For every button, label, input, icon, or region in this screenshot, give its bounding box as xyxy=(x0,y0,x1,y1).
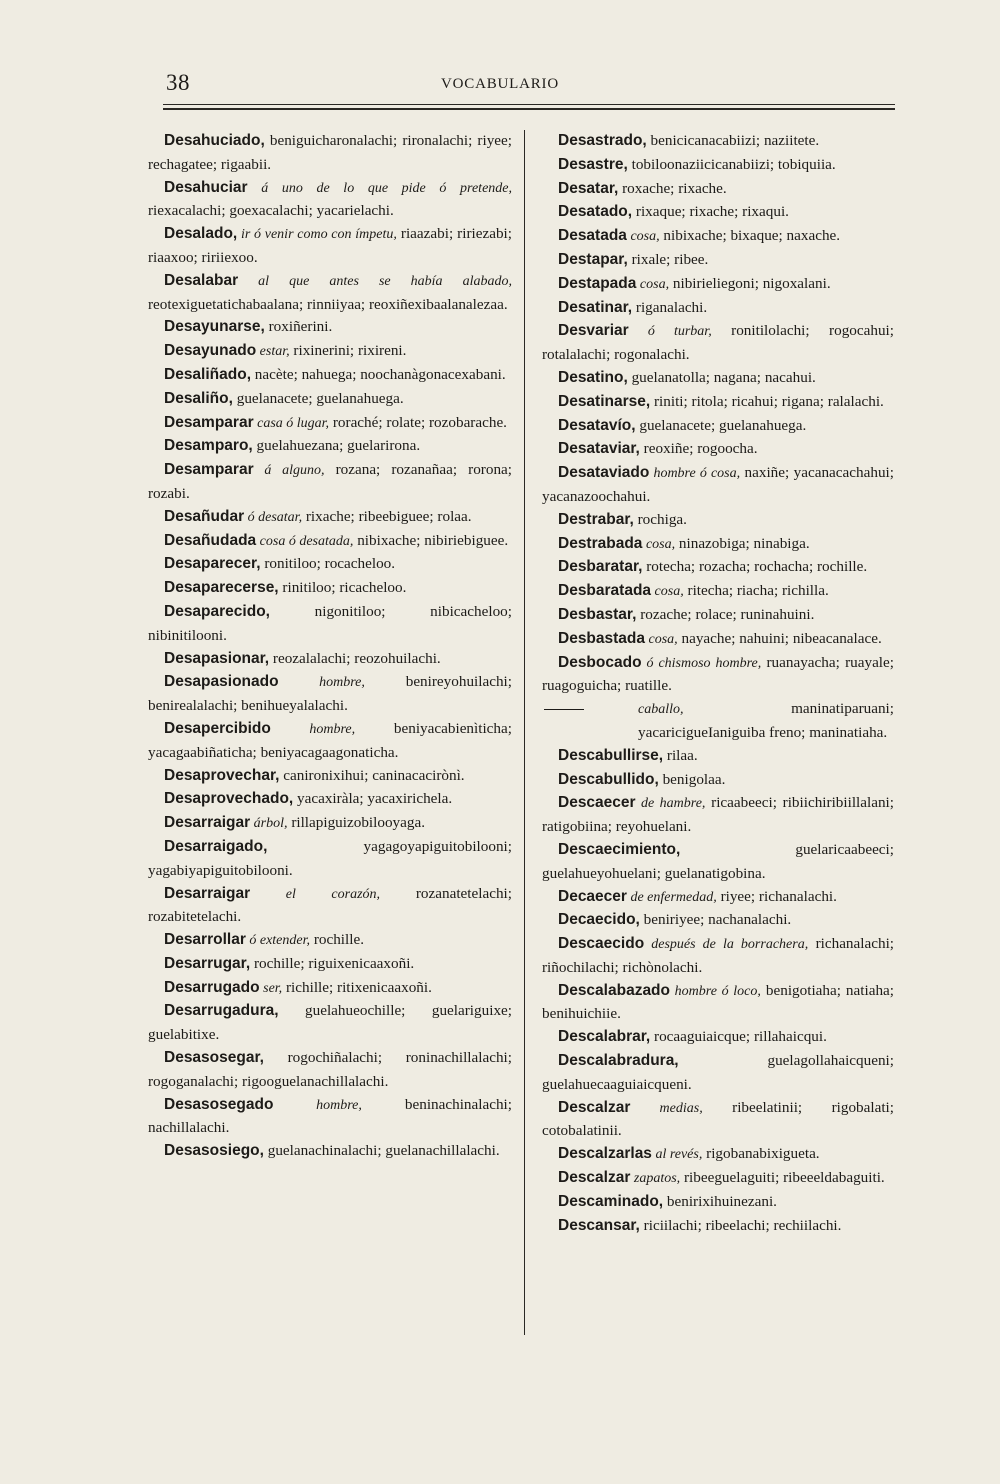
entry-definition: nigonitiloo; nibicacheloo; nibinitilooni. xyxy=(148,602,512,644)
dictionary-entry xyxy=(148,648,512,672)
entry-definition: ronitiloo; rocacheloo. xyxy=(260,555,396,573)
entry-qualifier: zapatos, xyxy=(630,1171,681,1187)
entry-definition: guelaricaabeeci; guelahueyohuelani; guelanatigobina. xyxy=(542,840,894,882)
entry-definition: rinitiloo; ricacheloo. xyxy=(278,579,407,597)
entry-definition: guelahuezana; guelarirona. xyxy=(252,437,421,455)
entry-headword: Descaecido xyxy=(558,935,645,953)
entry-headword: Desaprovechado, xyxy=(164,790,294,808)
entry-definition: riaazabi; ririezabi; riaaxoo; ririiexoo. xyxy=(148,225,512,266)
dictionary-entry xyxy=(542,839,894,886)
entry-definition: naxiñe; yacanacachahui; yacanazoochahui. xyxy=(542,464,894,505)
page-number: 38 xyxy=(166,70,190,95)
header-rule-thin xyxy=(163,104,895,105)
header-rule-thick xyxy=(163,108,895,110)
entry-headword: Desapercibido xyxy=(164,719,271,737)
entry-definition: rogochiñalachi; roninachillalachi; rogoganalachi; rigooguelanachillalachi. xyxy=(148,1049,512,1090)
dictionary-entry xyxy=(148,765,512,789)
dictionary-entry xyxy=(542,909,894,933)
entry-definition: ribeelatinii; rigobalati; cotobalatinii. xyxy=(542,1098,894,1140)
entry-headword: Desataviado xyxy=(558,464,650,482)
dictionary-entry xyxy=(542,178,894,202)
dictionary-entry xyxy=(542,297,894,321)
entry-headword: Desañudar xyxy=(164,507,245,525)
entry-headword: Desbastar, xyxy=(558,605,637,623)
dictionary-entry xyxy=(542,225,894,249)
entry-headword: Desastrado, xyxy=(558,132,647,149)
dictionary-entry xyxy=(542,604,894,628)
entry-headword: Desataviar, xyxy=(558,440,640,458)
dictionary-entry xyxy=(542,509,894,533)
dictionary-entry xyxy=(542,745,894,769)
entry-definition: nacète; nahuega; noochanàgonacexabani. xyxy=(251,365,506,383)
entry-qualifier: cosa, xyxy=(626,229,660,245)
dictionary-entry xyxy=(148,506,512,530)
entry-definition: rozache; rolace; runinahuini. xyxy=(636,605,815,623)
entry-definition: roxache; rixache. xyxy=(618,179,727,197)
entry-definition: nibixache; nibiriebiguee. xyxy=(353,531,509,549)
dictionary-entry xyxy=(542,367,894,391)
entry-headword: Descalzar xyxy=(558,1098,631,1116)
dictionary-entry xyxy=(148,130,512,177)
entry-qualifier: ó desatar, xyxy=(244,509,303,525)
entry-headword: Desatinarse, xyxy=(558,392,651,410)
dictionary-entry xyxy=(148,601,512,648)
entry-definition: rochille. xyxy=(310,931,364,949)
entry-definition: rozanatetelachi; rozabitetelachi. xyxy=(148,884,512,926)
column-divider xyxy=(524,130,525,1335)
dictionary-entry xyxy=(148,836,512,883)
entry-definition: rixache; ribeebiguee; rolaa. xyxy=(302,507,472,525)
entry-definition: tobiloonaziicicanabiizi; tobiquiia. xyxy=(627,155,836,173)
entry-headword: Desatavío, xyxy=(558,416,636,434)
entry-headword: Desarrugado xyxy=(164,978,260,996)
entry-definition: benirixihuinezani. xyxy=(663,1192,777,1210)
entry-definition: guelagollahaicqueni; guelahuecaaguiaicqueni. xyxy=(542,1052,894,1093)
dictionary-entry xyxy=(148,953,512,977)
dictionary-entry xyxy=(542,438,894,462)
dictionary-entry xyxy=(542,556,894,580)
dictionary-entry xyxy=(542,201,894,225)
entry-qualifier: de hambre, xyxy=(635,796,706,812)
entry-headword: Destapar, xyxy=(558,250,628,268)
entry-definition: reotexiguetatichabaalana; rinniiyaa; reoxiñexibaalanalezaa. xyxy=(148,295,508,313)
entry-headword: Desayunarse, xyxy=(164,318,265,336)
entry-headword: Desaparecerse, xyxy=(164,579,279,597)
entry-qualifier: á alguno, xyxy=(253,463,325,479)
entry-qualifier: ser, xyxy=(259,980,283,996)
entry-definition: guelahueochille; guelariguixe; guelabitixe. xyxy=(148,1002,512,1044)
entry-headword: Desarraigar xyxy=(164,814,251,832)
entry-headword: Desapasionar, xyxy=(164,649,270,667)
entry-headword: Descabullirse, xyxy=(558,746,664,764)
entry-definition: beninachinalachi; nachillalachi. xyxy=(148,1095,512,1137)
dictionary-entry xyxy=(542,1026,894,1050)
entry-definition: guelanacete; guelanahuega. xyxy=(635,416,807,434)
entry-qualifier: ó extender, xyxy=(245,933,311,949)
dictionary-entry xyxy=(542,415,894,439)
entry-headword: Descalzarlas xyxy=(558,1145,652,1163)
entry-definition: reozalalachi; reozohuilachi. xyxy=(269,649,441,667)
entry-qualifier: casa ó lugar, xyxy=(253,415,330,431)
dictionary-entry xyxy=(542,154,894,178)
entry-qualifier: estar, xyxy=(256,344,290,360)
entry-definition: ribeeguelaguiti; ribeeeldabaguiti. xyxy=(680,1169,885,1187)
entry-headword: Desalado, xyxy=(164,225,238,243)
entry-qualifier: al que antes se había alabado, xyxy=(238,273,512,289)
entry-definition: beniguicharonalachi; rironalachi; riyee; rechagatee; rigaabii. xyxy=(148,132,512,173)
dictionary-entry xyxy=(542,933,894,980)
entry-qualifier: ir ó venir como con ímpetu, xyxy=(237,227,397,243)
entry-headword: Desatada xyxy=(558,227,627,245)
entry-qualifier: ó chismoso hombre, xyxy=(641,655,762,671)
dictionary-entry xyxy=(148,671,512,718)
entry-headword: Destrabada xyxy=(558,534,643,552)
dictionary-entry xyxy=(148,435,512,459)
dictionary-entry xyxy=(148,270,512,317)
entry-definition: yacaxiràla; yacaxirichela. xyxy=(293,790,453,808)
entry-definition: riganalachi. xyxy=(632,298,708,316)
entry-headword: Desatino, xyxy=(558,368,628,386)
entry-headword: Decaecido, xyxy=(558,911,640,929)
dictionary-entry xyxy=(542,462,894,509)
entry-qualifier: hombre ó cosa, xyxy=(649,466,741,482)
entry-headword: Desbastada xyxy=(558,629,646,647)
dictionary-entry xyxy=(148,530,512,554)
entry-headword: Desarrugadura, xyxy=(164,1002,279,1020)
entry-qualifier: á uno de lo que pide ó pretende, xyxy=(247,180,512,196)
entry-definition: roraché; rolate; rozobarache. xyxy=(329,413,507,431)
entry-headword: Descaecimiento, xyxy=(558,840,681,858)
entry-headword: Desbocado xyxy=(558,653,642,671)
entry-headword: Descalzar xyxy=(558,1169,631,1187)
dictionary-entry xyxy=(542,249,894,273)
entry-headword: Destrabar, xyxy=(558,510,634,528)
entry-headword: Desamparar xyxy=(164,413,254,431)
entry-qualifier: cosa, xyxy=(651,584,684,600)
entry-qualifier: ó turbar, xyxy=(628,324,712,340)
dictionary-entry xyxy=(148,177,512,224)
dictionary-entry xyxy=(542,1143,894,1167)
entry-headword: Desamparar xyxy=(164,461,254,479)
entry-definition: rochille; riguixenicaaxoñi. xyxy=(250,954,415,972)
entry-definition: beniriyee; nachanalachi. xyxy=(639,911,792,929)
dictionary-entry xyxy=(148,1047,512,1094)
running-title: VOCABULARIO xyxy=(441,76,559,92)
entry-definition: roxiñerini. xyxy=(264,318,333,336)
entry-definition: riexacalachi; goexacalachi; yacarielachi. xyxy=(148,202,394,220)
dictionary-entry xyxy=(148,977,512,1001)
entry-definition: benigotiaha; natiaha; benihuichiie. xyxy=(542,981,895,1023)
dictionary-entry xyxy=(542,1097,894,1144)
dictionary-entry xyxy=(148,929,512,953)
dictionary-entry xyxy=(148,412,512,436)
entry-headword: Desaliñado, xyxy=(164,365,251,383)
entry-headword: Descalabradura, xyxy=(558,1052,679,1070)
right-column xyxy=(542,130,894,1238)
entry-headword: Desatinar, xyxy=(558,298,633,316)
entry-qualifier: después de la borrachera, xyxy=(644,937,809,953)
dictionary-entry xyxy=(542,1050,894,1097)
entry-headword: Desasosiego, xyxy=(164,1142,264,1160)
entry-definition: nibixache; bixaque; naxache. xyxy=(659,227,841,245)
dictionary-entry xyxy=(148,459,512,506)
repeat-dash xyxy=(544,709,584,710)
dictionary-entry xyxy=(542,698,894,745)
entry-definition: richanalachi; riñochilachi; richònolachi. xyxy=(542,935,895,976)
dictionary-entry xyxy=(542,1167,894,1191)
dictionary-entry xyxy=(148,364,512,388)
entry-definition: nayache; nahuini; nibeacanalace. xyxy=(677,629,882,647)
entry-headword: Desaprovechar, xyxy=(164,766,280,784)
entry-headword: Desastre, xyxy=(558,155,628,173)
entry-qualifier: al revés, xyxy=(651,1147,703,1163)
entry-headword: Desapasionado xyxy=(164,673,279,691)
entry-headword: Descaminado, xyxy=(558,1192,664,1210)
entry-headword: Desamparo, xyxy=(164,437,253,455)
entry-headword: Desasosegar, xyxy=(164,1049,264,1067)
dictionary-entry xyxy=(542,652,894,699)
entry-qualifier: hombre ó loco, xyxy=(670,983,761,999)
entry-qualifier: árbol, xyxy=(250,816,288,832)
dictionary-entry xyxy=(542,980,894,1027)
entry-qualifier: hombre, xyxy=(278,675,365,691)
entry-headword: Desbaratar, xyxy=(558,558,643,576)
entry-definition: ninazobiga; ninabiga. xyxy=(675,534,810,552)
dictionary-entry xyxy=(148,812,512,836)
entry-definition: yagagoyapiguitobilooni; yagabiyapiguitobilooni. xyxy=(148,837,512,879)
entry-definition: rozana; rozanañaa; rorona; rozabi. xyxy=(148,461,513,502)
entry-headword: Descalabrar, xyxy=(558,1028,651,1046)
entry-headword: Desalabar xyxy=(164,271,239,289)
entry-qualifier: medias, xyxy=(630,1100,703,1116)
entry-definition: reoxiñe; rogoocha. xyxy=(639,440,758,458)
entry-definition: ruanayacha; ruayale; ruagoguicha; ruatille. xyxy=(542,653,894,695)
dictionary-entry xyxy=(148,883,512,930)
entry-qualifier: cosa, xyxy=(645,631,678,647)
dictionary-entry xyxy=(542,769,894,793)
dictionary-entry xyxy=(542,1191,894,1215)
entry-definition: ritecha; riacha; richilla. xyxy=(683,582,829,600)
dictionary-entry xyxy=(148,553,512,577)
entry-headword: Desarraigar xyxy=(164,884,251,902)
entry-headword: Descabullido, xyxy=(558,770,659,788)
entry-headword: Desaparecido, xyxy=(164,602,270,620)
dictionary-entry xyxy=(148,316,512,340)
entry-definition: richille; ritixenicaaxoñi. xyxy=(282,978,432,996)
dictionary-entry xyxy=(542,273,894,297)
entry-definition: benicicanacabiizi; naziitete. xyxy=(646,132,820,149)
dictionary-entry xyxy=(542,320,894,367)
entry-headword: Desaparecer, xyxy=(164,555,261,573)
dictionary-entry xyxy=(148,223,512,270)
dictionary-entry xyxy=(148,1094,512,1141)
entry-headword: Desahuciar xyxy=(164,178,248,196)
entry-definition: nibirieliegoni; nigoxalani. xyxy=(669,274,831,292)
entry-definition: guelanacete; guelanahuega. xyxy=(232,389,404,407)
entry-headword: Desahuciado, xyxy=(164,132,265,149)
entry-headword: Decaecer xyxy=(558,887,627,905)
entry-qualifier: el corazón, xyxy=(250,886,381,902)
dictionary-entry xyxy=(542,886,894,910)
entry-definition: rigobanabixigueta. xyxy=(702,1145,820,1163)
entry-definition: beniyacabienìticha; yacagaabiñaticha; beniyacagaagonaticha. xyxy=(148,719,512,761)
entry-definition: guelanatolla; nagana; nacahui. xyxy=(627,368,816,386)
entry-definition: canironixihui; caninacacirònì. xyxy=(279,766,465,784)
entry-qualifier: cosa, xyxy=(642,536,676,552)
entry-headword: Desatar, xyxy=(558,179,619,197)
entry-headword: Descansar, xyxy=(558,1216,640,1234)
entry-definition: rilaa. xyxy=(663,746,698,764)
entry-qualifier: hombre, xyxy=(270,721,356,737)
entry-headword: Destapada xyxy=(558,274,637,292)
entry-headword: Desarraigado, xyxy=(164,837,268,855)
entry-qualifier: cosa ó desatada, xyxy=(256,533,354,549)
dictionary-entry xyxy=(542,628,894,652)
left-column xyxy=(148,130,512,1164)
entry-headword: Desarrugar, xyxy=(164,954,251,972)
entry-definition: rillapiguizobilooyaga. xyxy=(287,814,426,832)
dictionary-entry xyxy=(148,788,512,812)
dictionary-entry xyxy=(542,391,894,415)
entry-headword: Desaliño, xyxy=(164,389,233,407)
entry-definition: guelanachinalachi; guelanachillalachi. xyxy=(263,1142,500,1160)
dictionary-entry xyxy=(542,1215,894,1239)
entry-definition: rochiga. xyxy=(633,510,687,528)
entry-qualifier: hombre, xyxy=(273,1097,362,1113)
entry-definition: riyee; richanalachi. xyxy=(716,887,837,905)
entry-definition: ronitilolachi; rogocahui; rotalalachi; rogonalachi. xyxy=(542,322,894,364)
entry-headword: Descaecer xyxy=(558,794,636,812)
entry-definition: rixaque; rixache; rixaqui. xyxy=(632,203,789,221)
entry-definition: benireyohuilachi; benirealalachi; benihueyalalachi. xyxy=(148,673,512,715)
entry-qualifier: caballo, xyxy=(638,702,684,718)
entry-definition: rixinerini; rixireni. xyxy=(289,342,407,360)
entry-headword: Desbaratada xyxy=(558,582,652,600)
entry-headword: Desvariar xyxy=(558,322,629,340)
dictionary-entry xyxy=(542,792,894,839)
entry-definition: riniti; ritola; ricahui; rigana; ralalachi. xyxy=(650,392,884,410)
dictionary-entry xyxy=(148,388,512,412)
dictionary-entry xyxy=(542,580,894,604)
dictionary-entry xyxy=(148,718,512,765)
entry-qualifier: cosa, xyxy=(636,276,670,292)
entry-definition: benigolaa. xyxy=(658,770,726,788)
entry-headword: Desarrollar xyxy=(164,931,246,949)
entry-definition: rixale; ribee. xyxy=(627,250,709,268)
dictionary-entry xyxy=(148,340,512,364)
dictionary-entry xyxy=(148,577,512,601)
entry-qualifier: de enfermedad, xyxy=(626,889,717,905)
entry-definition: ricaabeeci; ribiichiribiillalani; ratigobiina; reyohuelani. xyxy=(542,794,894,836)
dictionary-entry xyxy=(542,533,894,557)
entry-definition: rocaaguiaicque; rillahaicqui. xyxy=(650,1028,827,1046)
entry-headword: Desasosegado xyxy=(164,1095,274,1113)
entry-headword: Descalabazado xyxy=(558,981,670,999)
entry-definition: rotecha; rozacha; rochacha; rochille. xyxy=(642,558,868,576)
entry-headword: Desayunado xyxy=(164,342,257,360)
entry-definition: maninatiparuani; yacaricigueIaniguiba freno; maninatiaha. xyxy=(638,700,894,741)
dictionary-entry xyxy=(542,130,894,154)
entry-headword: Desañudada xyxy=(164,531,257,549)
dictionary-entry xyxy=(148,1000,512,1047)
entry-headword: Desatado, xyxy=(558,203,633,221)
dictionary-entry xyxy=(148,1140,512,1164)
entry-definition: riciilachi; ribeelachi; rechiilachi. xyxy=(639,1216,842,1234)
